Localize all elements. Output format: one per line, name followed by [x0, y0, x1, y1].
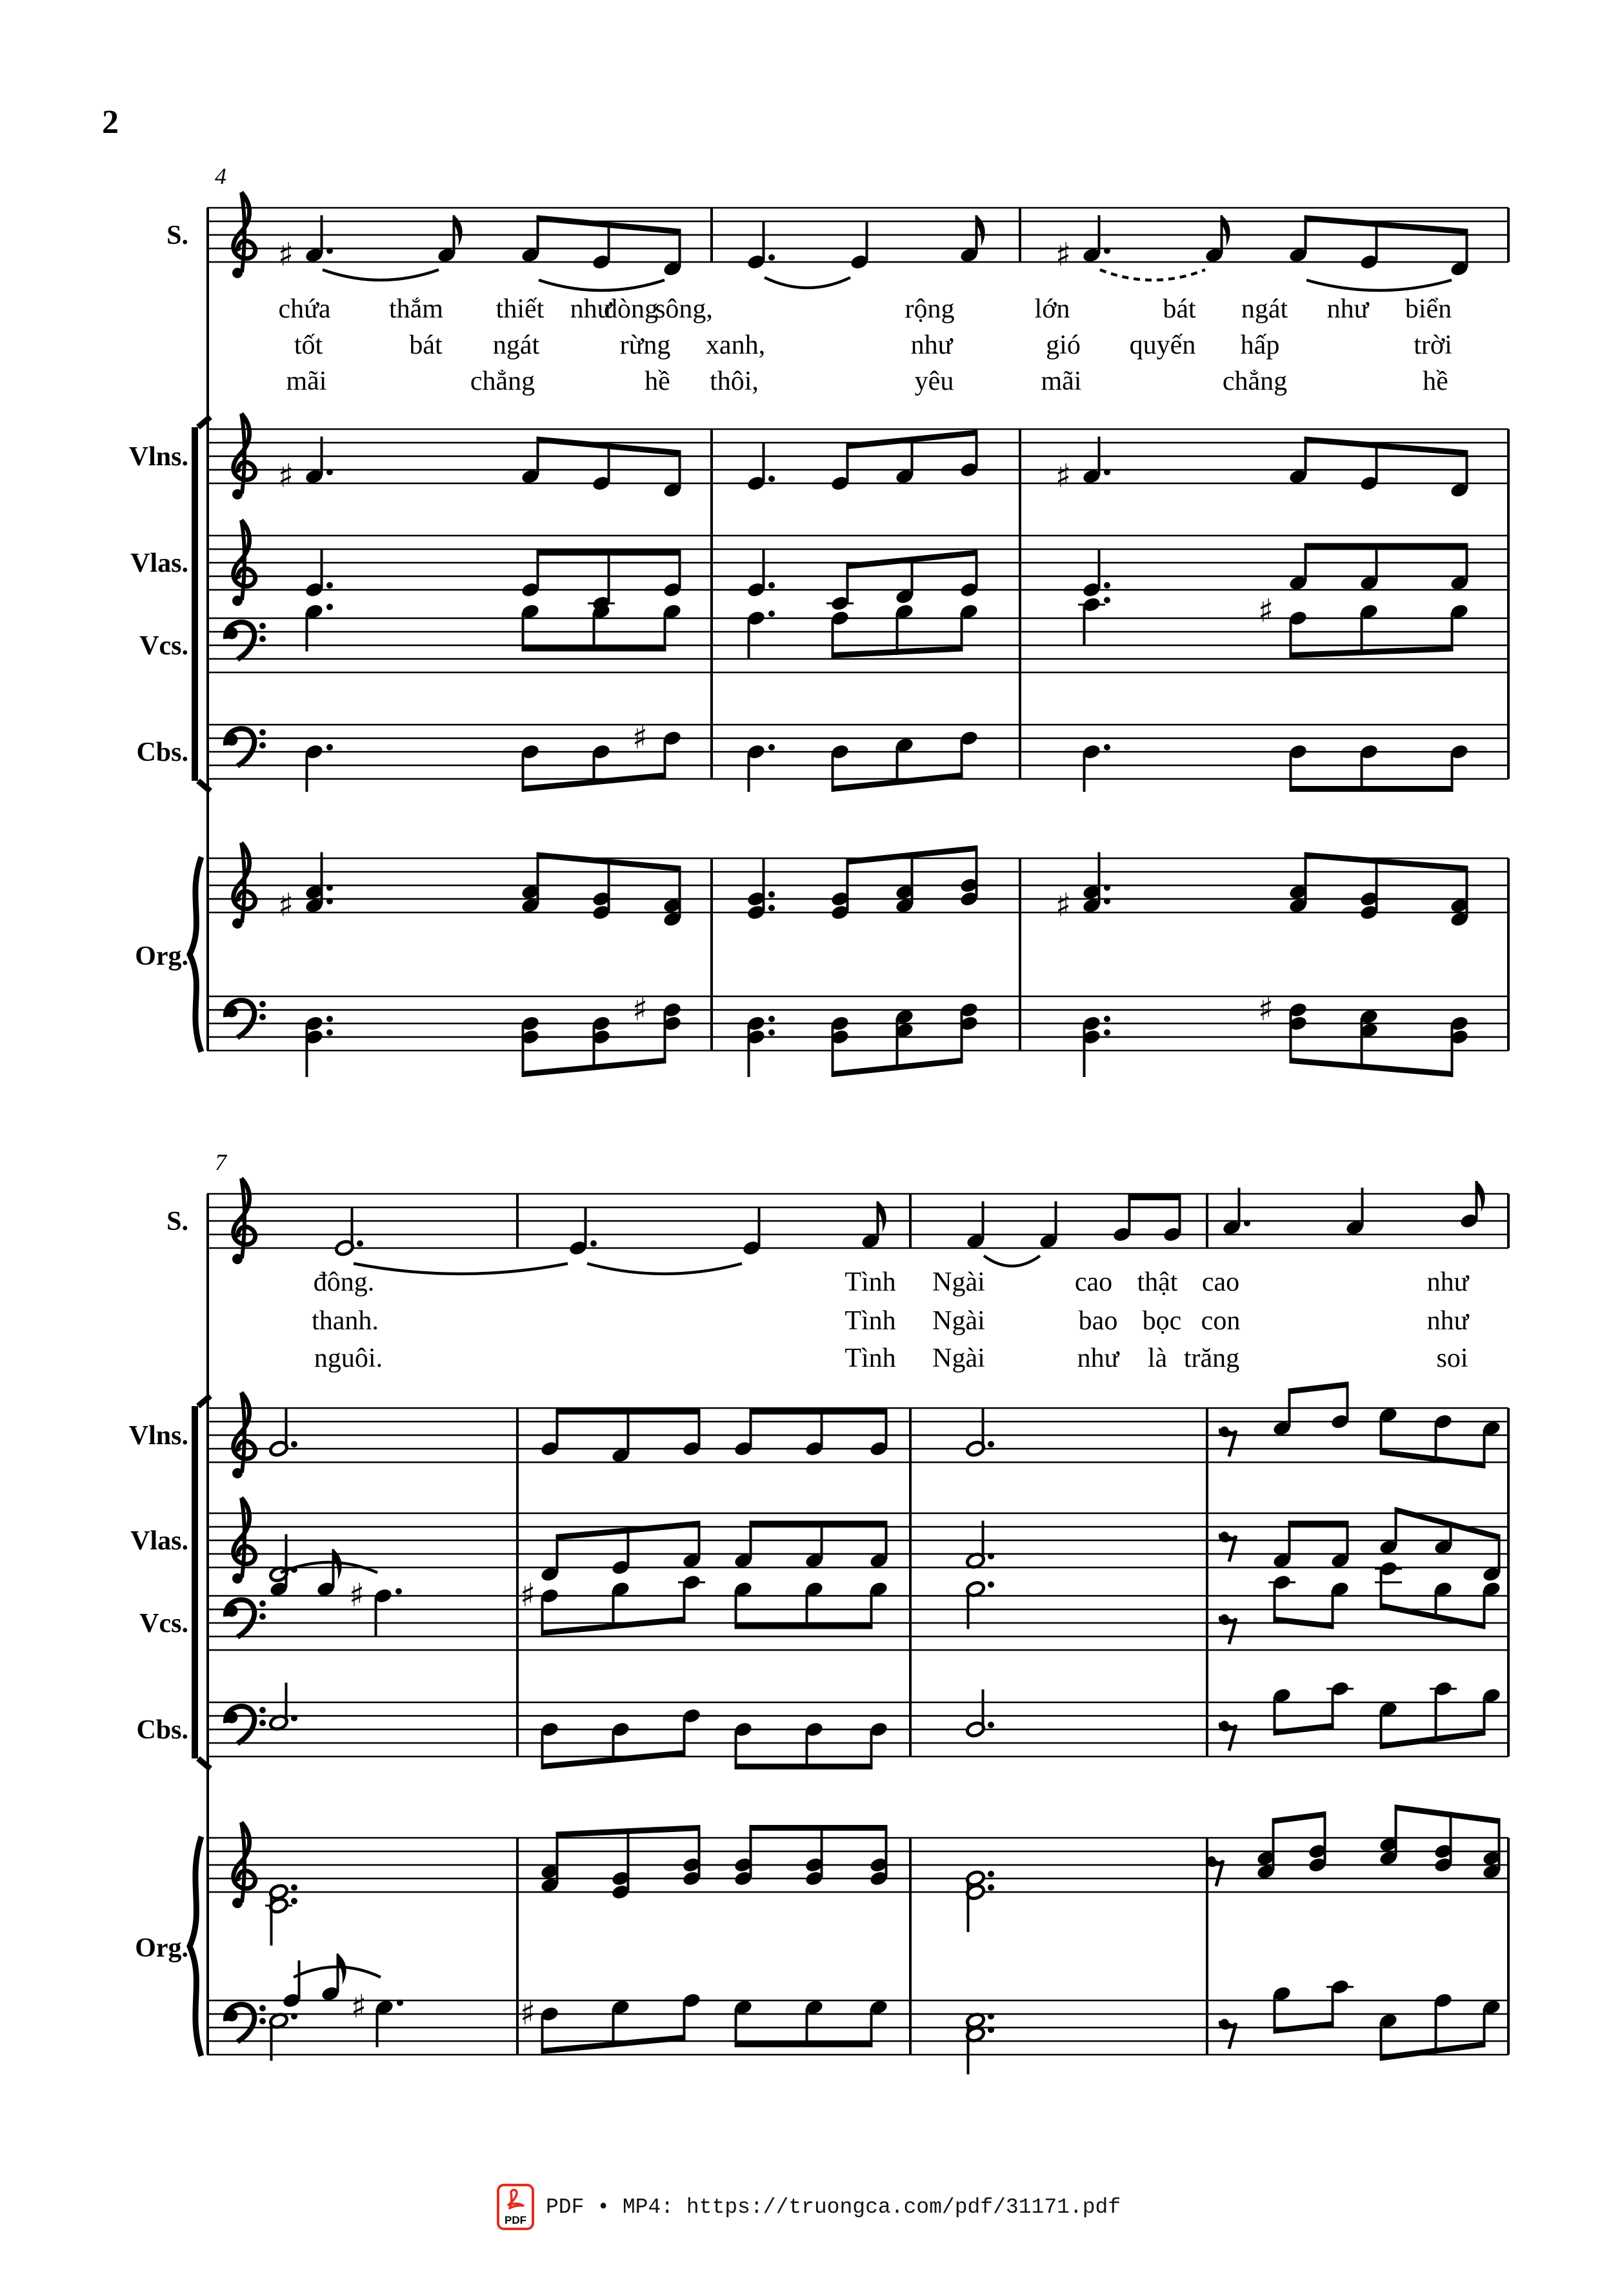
svg-text:♯: ♯ — [519, 1576, 536, 1614]
lyric-syllable: hề — [645, 367, 670, 396]
lyric-syllable: Ngài — [932, 1344, 985, 1373]
staff-organ-left-hand-system-1 — [207, 991, 1508, 1077]
lyric-syllable: dòng — [604, 294, 658, 324]
measure-number: 4 — [215, 163, 226, 189]
lyric-syllable: như — [910, 330, 953, 360]
lyric-syllable: Tình — [845, 1344, 896, 1373]
svg-text:♯: ♯ — [1055, 236, 1072, 274]
lyric-syllable: rừng — [619, 330, 671, 360]
staff-label-violins: Vlns. — [128, 1421, 188, 1451]
lyric-syllable: mãi — [286, 367, 327, 396]
staff-label-organ: Org. — [135, 1933, 188, 1963]
lyric-line-2-system-2 — [312, 1306, 1470, 1336]
svg-text:♯: ♯ — [1055, 886, 1072, 924]
page-number: 2 — [102, 104, 119, 141]
svg-text:♯: ♯ — [632, 719, 648, 756]
organ-brace — [190, 1837, 201, 2056]
system-4 — [129, 163, 1508, 1077]
svg-text:♯: ♯ — [632, 991, 648, 1028]
lyric-line-1-system-1 — [278, 294, 1452, 324]
notation-layer — [278, 430, 1470, 499]
staff-soprano-system-2 — [166, 1178, 1508, 1274]
staff-cellos-system-2 — [139, 1549, 1508, 1651]
staff-label-contrabasses: Cbs. — [136, 1715, 188, 1745]
strings-bracket — [192, 1406, 198, 1758]
lyric-line-3-system-2 — [314, 1344, 1468, 1373]
svg-text:♯: ♯ — [519, 1995, 536, 2032]
staff-violas-system-2 — [130, 1498, 1508, 1584]
lyric-syllable: bao — [1078, 1306, 1118, 1336]
staff-soprano-system-1 — [166, 192, 1508, 290]
lyric-syllable: ngát — [1241, 294, 1288, 324]
lyric-syllable: nguôi. — [314, 1344, 383, 1373]
staff-contrabasses-system-2 — [136, 1680, 1508, 1769]
lyric-syllable: như — [1426, 1267, 1469, 1297]
staff-violins-system-1 — [129, 414, 1508, 499]
lyric-syllable: hấp — [1240, 330, 1280, 360]
lyric-syllable: như — [1077, 1344, 1119, 1373]
staff-label-violas: Vlas. — [130, 1526, 188, 1556]
lyric-syllable: như — [1326, 294, 1369, 324]
organ-brace — [190, 857, 201, 1052]
footer-link[interactable] — [497, 2184, 1121, 2230]
staff-violins-system-2 — [129, 1382, 1508, 1478]
lyric-syllable: con — [1201, 1306, 1241, 1336]
lyric-syllable: chứa — [278, 294, 331, 324]
lyric-syllable: Tình — [845, 1306, 896, 1336]
staff-cellos-system-1 — [139, 592, 1508, 673]
lyric-syllable: thôi, — [710, 367, 759, 396]
lyric-syllable: chẳng — [1222, 367, 1288, 396]
system-7 — [129, 1149, 1508, 2075]
notation-layer — [269, 1507, 1502, 1583]
notation-layer — [305, 719, 1470, 792]
staff-contrabasses-system-1 — [136, 719, 1508, 792]
lyric-syllable: thiết — [495, 294, 545, 324]
lyric-syllable: như — [1426, 1306, 1469, 1336]
lyric-syllable: chẳng — [470, 367, 535, 396]
staff-label-contrabasses: Cbs. — [136, 738, 188, 767]
lyric-syllable: hề — [1423, 367, 1448, 396]
lyric-syllable: cao — [1074, 1267, 1113, 1297]
svg-text:♯: ♯ — [1055, 457, 1072, 495]
measure-number: 7 — [215, 1149, 226, 1175]
lyric-syllable: Tình — [845, 1267, 896, 1297]
lyric-syllable: rộng — [905, 294, 955, 324]
pdf-icon-label: PDF — [505, 2214, 526, 2226]
lyric-syllable: mãi — [1041, 367, 1082, 396]
pdf-file-icon — [497, 2184, 534, 2230]
svg-text:♯: ♯ — [277, 886, 294, 924]
staff-label-soprano: S. — [166, 1207, 188, 1236]
notation-layer — [269, 1382, 1502, 1469]
strings-bracket — [192, 427, 198, 781]
lyric-syllable: biển — [1405, 294, 1452, 324]
lyric-syllable: gió — [1046, 330, 1081, 360]
lyric-syllable: là — [1147, 1344, 1168, 1373]
lyric-syllable: sông, — [655, 294, 713, 324]
lyric-syllable: bát — [409, 330, 443, 360]
lyric-syllable: trăng — [1183, 1344, 1240, 1373]
svg-text:♯: ♯ — [277, 236, 294, 274]
lyric-syllable: đông. — [313, 1267, 375, 1297]
lyric-syllable: trời — [1414, 330, 1452, 360]
lyric-syllable: yêu — [914, 367, 954, 396]
lyric-syllable: bát — [1163, 294, 1196, 324]
staff-label-cellos: Vcs. — [139, 1609, 188, 1638]
notation-layer — [305, 991, 1470, 1077]
svg-text:♯: ♯ — [350, 1988, 367, 2026]
lyric-line-2-system-1 — [294, 330, 1452, 360]
staff-violas-system-1 — [130, 520, 1508, 612]
staff-label-violas: Vlas. — [130, 549, 188, 578]
lyric-syllable: quyến — [1129, 330, 1196, 360]
staff-label-organ: Org. — [135, 942, 188, 971]
lyric-syllable: ngát — [492, 330, 540, 360]
staff-label-violins: Vlns. — [128, 442, 188, 472]
footer-url-text[interactable]: PDF • MP4: https://truongca.com/pdf/31171.pdf — [546, 2195, 1121, 2219]
lyric-syllable: lớn — [1034, 294, 1070, 324]
staff-organ-right-hand-system-2 — [207, 1805, 1508, 1946]
svg-text:♯: ♯ — [348, 1576, 365, 1614]
lyric-syllable: Ngài — [932, 1267, 985, 1297]
svg-text:♯: ♯ — [277, 457, 294, 495]
lyric-syllable: soi — [1436, 1344, 1468, 1373]
lyric-syllable: tốt — [294, 330, 323, 360]
lyric-syllable: bọc — [1142, 1306, 1182, 1336]
notation-layer — [278, 216, 1470, 291]
staff-label-soprano: S. — [166, 221, 188, 250]
lyric-syllable: như — [570, 294, 612, 324]
staff-organ-left-hand-system-2 — [207, 1954, 1508, 2075]
notation-layer — [305, 592, 1470, 659]
lyric-line-3-system-1 — [286, 367, 1448, 396]
notation-layer — [265, 1805, 1501, 1946]
notation-layer — [305, 543, 1470, 612]
lyric-syllable: Ngài — [932, 1306, 985, 1336]
lyric-syllable: xanh, — [705, 330, 766, 360]
svg-text:♯: ♯ — [1257, 991, 1274, 1028]
svg-text:♯: ♯ — [1257, 592, 1274, 630]
lyric-syllable: cao — [1201, 1267, 1240, 1297]
lyric-syllable: thắm — [389, 294, 443, 324]
lyric-syllable: thanh. — [312, 1306, 379, 1336]
staff-organ-right-hand-system-1 — [207, 843, 1508, 929]
lyric-syllable: thật — [1137, 1267, 1178, 1297]
staff-label-cellos: Vcs. — [139, 631, 188, 661]
